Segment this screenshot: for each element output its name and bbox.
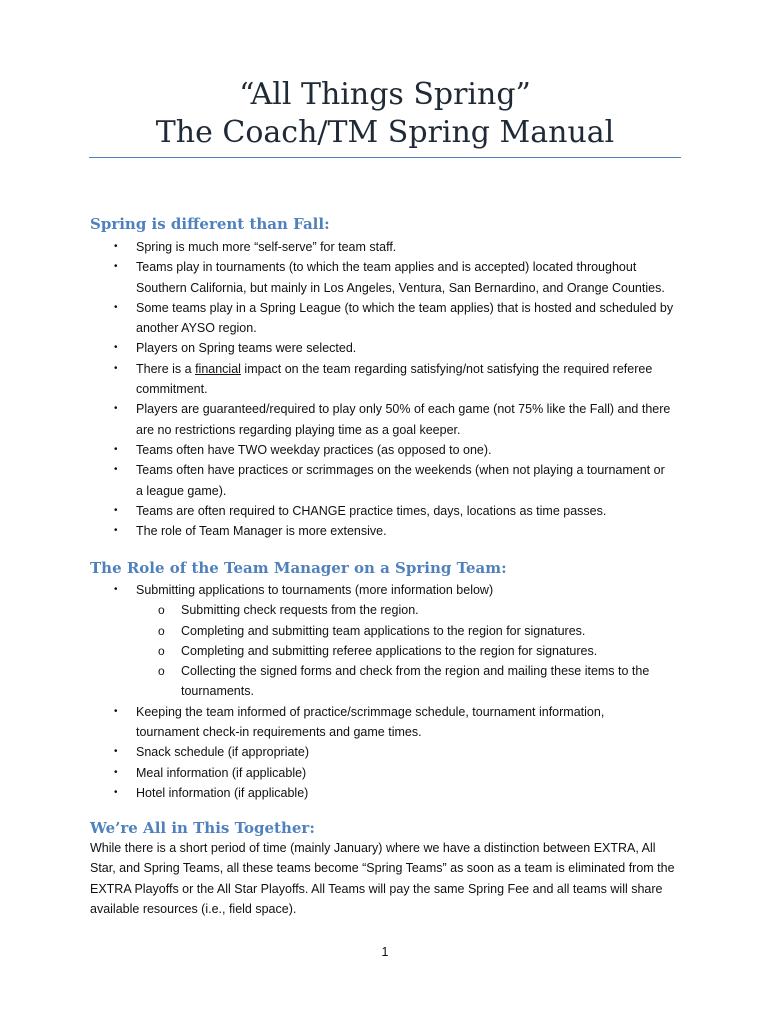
bullet-icon: • bbox=[114, 241, 118, 252]
circle-bullet-icon: o bbox=[158, 623, 165, 638]
list-item-line: are no restrictions regarding playing time as a goal keeper. bbox=[136, 422, 461, 437]
sub-list-item bbox=[0, 600, 770, 620]
bullet-icon: • bbox=[114, 746, 118, 758]
section-heading-team-manager-role: The Role of the Team Manager on a Spring Team: bbox=[90, 559, 507, 577]
circle-bullet-icon: o bbox=[158, 664, 165, 679]
list-item-line: Some teams play in a Spring League (to which the team applies) that is hosted and scheduled by bbox=[136, 300, 674, 315]
bullet-icon: • bbox=[114, 342, 118, 354]
document-title-line-1: “All Things Spring” bbox=[239, 77, 531, 112]
bullet-icon: • bbox=[114, 261, 118, 273]
list-item bbox=[0, 298, 770, 339]
list-item-line: commitment. bbox=[136, 382, 208, 397]
list-item bbox=[0, 359, 770, 400]
section-heading-spring-vs-fall: Spring is different than Fall: bbox=[90, 215, 330, 233]
bullet-icon: • bbox=[114, 464, 118, 476]
list-item-line: Submitting check requests from the region. bbox=[181, 603, 419, 618]
list-item-line: Completing and submitting team applications to the region for signatures. bbox=[181, 623, 586, 638]
all-together-paragraph bbox=[90, 838, 690, 919]
bullet-icon: • bbox=[114, 705, 118, 717]
sub-list-item bbox=[0, 661, 770, 702]
bullet-icon: • bbox=[114, 525, 118, 537]
list-item-line: tournaments. bbox=[181, 684, 254, 699]
list-item-line: The role of Team Manager is more extensive. bbox=[136, 524, 387, 539]
sub-list-item bbox=[0, 641, 770, 661]
list-item-line: Snack schedule (if appropriate) bbox=[136, 745, 310, 760]
bullet-icon: • bbox=[114, 584, 118, 595]
list-item bbox=[0, 501, 770, 521]
list-item-line: tournament check-in requirements and game times. bbox=[136, 725, 422, 740]
bullet-icon: • bbox=[114, 362, 118, 374]
section-heading-all-together: We’re All in This Together: bbox=[90, 819, 315, 837]
page-number: 1 bbox=[381, 945, 389, 959]
circle-bullet-icon: o bbox=[158, 603, 165, 618]
bullet-icon: • bbox=[114, 786, 118, 798]
team-manager-role-list bbox=[0, 580, 770, 803]
title-underline-rule bbox=[89, 157, 681, 158]
list-item-line: Teams often have practices or scrimmages on the weekends (when not playing a tournament or bbox=[136, 463, 665, 478]
list-item-text: impact on the team regarding satisfying/not satisfying the required referee bbox=[240, 361, 653, 376]
list-item-line: another AYSO region. bbox=[136, 321, 257, 336]
list-item-line: Hotel information (if applicable) bbox=[136, 785, 309, 800]
list-item-line bbox=[136, 359, 770, 379]
sub-list-item bbox=[0, 621, 770, 641]
list-item bbox=[0, 460, 770, 501]
paragraph-line: Star, and Spring Teams, all these teams become “Spring Teams” as soon as a team is eliminated from the bbox=[90, 861, 675, 876]
list-item-line: Southern California, but mainly in Los Angeles, Ventura, San Bernardino, and Orange Counties. bbox=[136, 280, 665, 295]
paragraph-line: available resources (i.e., field space). bbox=[90, 901, 297, 916]
list-item bbox=[0, 702, 770, 743]
list-item-line: Submitting applications to tournaments (more information below) bbox=[136, 583, 494, 597]
list-item bbox=[0, 763, 770, 783]
list-item bbox=[0, 237, 770, 257]
bullet-icon: • bbox=[114, 403, 118, 415]
list-item-line: Players on Spring teams were selected. bbox=[136, 341, 357, 356]
spring-vs-fall-list bbox=[0, 237, 770, 541]
list-item bbox=[0, 440, 770, 460]
list-item bbox=[0, 521, 770, 541]
list-item-line: Completing and submitting referee applications to the region for signatures. bbox=[181, 643, 598, 658]
bullet-icon: • bbox=[114, 301, 118, 313]
list-item-line: Collecting the signed forms and check from the region and mailing these items to the bbox=[181, 664, 650, 679]
list-item-line: Teams often have TWO weekday practices (as opposed to one). bbox=[136, 442, 492, 457]
list-item bbox=[0, 742, 770, 762]
underlined-term: financial bbox=[195, 361, 241, 376]
paragraph-line: While there is a short period of time (mainly January) where we have a distinction between EXTRA, All bbox=[90, 841, 656, 855]
list-item-line: Players are guaranteed/required to play only 50% of each game (not 75% like the Fall) and there bbox=[136, 402, 671, 417]
document-title-line-2: The Coach/TM Spring Manual bbox=[155, 115, 615, 150]
list-item bbox=[0, 783, 770, 803]
list-item bbox=[0, 338, 770, 358]
list-item-line: Meal information (if applicable) bbox=[136, 765, 307, 780]
list-item bbox=[0, 257, 770, 298]
list-item-line: Teams play in tournaments (to which the team applies and is accepted) located throughout bbox=[136, 260, 637, 275]
list-item-line: Spring is much more “self-serve” for team staff. bbox=[136, 240, 397, 254]
list-item bbox=[0, 399, 770, 440]
list-item-text: There is a bbox=[136, 361, 196, 376]
list-item bbox=[0, 580, 770, 600]
list-item-line: a league game). bbox=[136, 483, 227, 498]
paragraph-line: EXTRA Playoffs or the All Star Playoffs. All Teams will pay the same Spring Fee and all teams will share bbox=[90, 881, 663, 896]
list-item-line: Teams are often required to CHANGE practice times, days, locations as time passes. bbox=[136, 503, 607, 518]
list-item-line: Keeping the team informed of practice/scrimmage schedule, tournament information, bbox=[136, 704, 605, 719]
bullet-icon: • bbox=[114, 504, 118, 516]
bullet-icon: • bbox=[114, 443, 118, 455]
circle-bullet-icon: o bbox=[158, 643, 165, 658]
bullet-icon: • bbox=[114, 766, 118, 778]
